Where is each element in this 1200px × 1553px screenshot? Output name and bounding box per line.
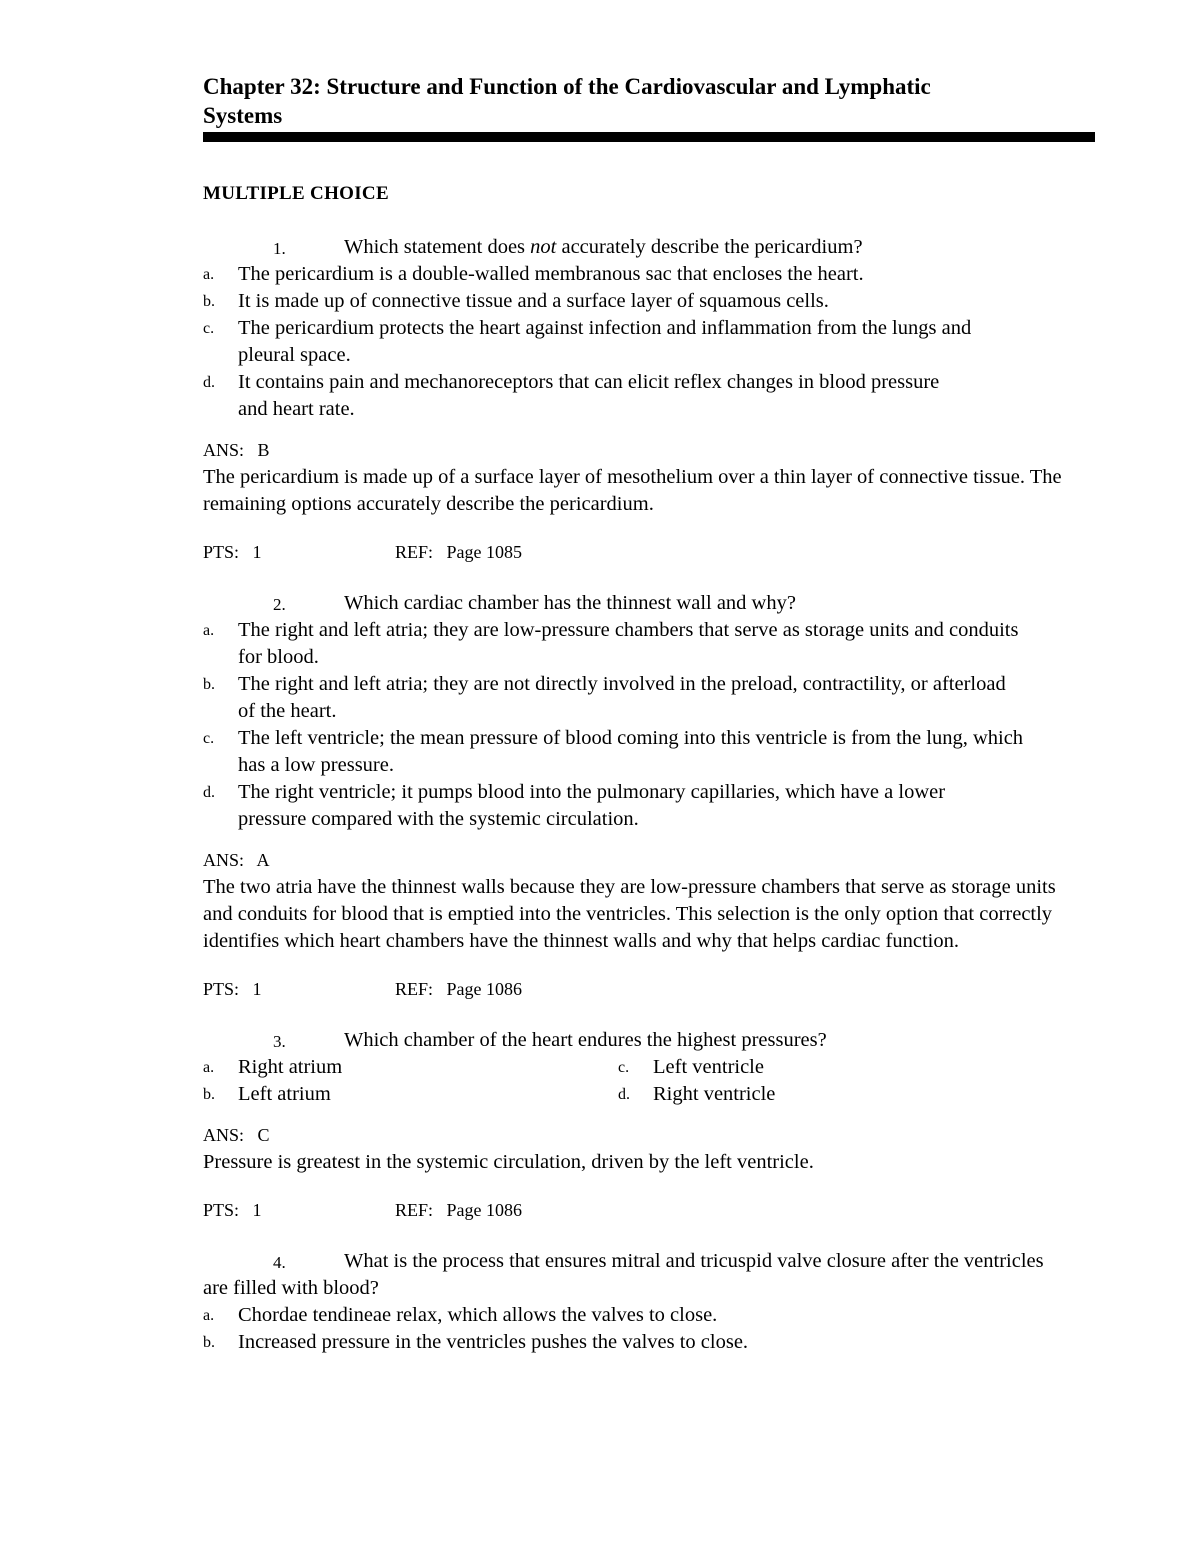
option-c <box>618 1054 1038 1081</box>
page-reference: REF: Page 1086 <box>395 1200 523 1220</box>
stem-text: Which statement does <box>344 236 531 258</box>
stem-text: Which cardiac chamber has the thinnest wall and why? <box>344 592 796 614</box>
answer-block <box>203 1122 1095 1176</box>
rationale: The two atria have the thinnest walls because they are low-pressure chambers that serve as storage units and conduits for blood that is emptied into the ventricles. This selection is the only option that correctly identifies which heart chambers have the thinnest walls and why that helps cardiac function. <box>203 876 1056 952</box>
option-text: Left ventricle <box>653 1056 764 1078</box>
points: PTS: 1 <box>203 542 262 562</box>
option-letter: b. <box>203 1334 215 1351</box>
option-letter: d. <box>618 1086 630 1103</box>
option-letter: a. <box>203 622 215 639</box>
answer-block <box>203 437 1095 518</box>
option-text: The pericardium is a double-walled membranous sac that encloses the heart. <box>238 263 864 285</box>
option-letter: d. <box>203 374 215 391</box>
option-text: The right ventricle; it pumps blood into the pulmonary capillaries, which have a lower pressure compared with the systemic circulation. <box>238 781 946 830</box>
option-text: It is made up of connective tissue and a surface layer of squamous cells. <box>238 290 829 312</box>
stem-text: Which chamber of the heart endures the highest pressures? <box>344 1029 827 1051</box>
option-c <box>203 725 1038 779</box>
option-text: Chordae tendineae relax, which allows the valves to close. <box>238 1304 718 1326</box>
question-number: 2. <box>273 595 286 614</box>
option-letter: c. <box>203 320 215 337</box>
answer-key: ANS: C <box>203 1125 270 1145</box>
option-c <box>203 315 993 369</box>
question-4 <box>203 1248 1095 1356</box>
question-1 <box>203 234 1095 564</box>
meta-line <box>203 540 1095 564</box>
question-number: 1. <box>273 239 286 258</box>
option-text: Right atrium <box>238 1056 343 1078</box>
option-d <box>618 1081 1038 1108</box>
question-2 <box>203 590 1095 1001</box>
option-a <box>203 1302 1095 1329</box>
option-text: Left atrium <box>238 1083 331 1105</box>
option-b <box>203 671 1018 725</box>
title-rule <box>203 132 1095 142</box>
answer-block <box>203 847 1095 955</box>
option-d <box>203 779 998 833</box>
option-b <box>203 1081 618 1108</box>
stem-text: What is the process that ensures mitral and tricuspid valve closure after the ventricles are filled with blood? <box>203 1250 1044 1299</box>
page-reference: REF: Page 1086 <box>395 979 523 999</box>
option-letter: b. <box>203 1086 215 1103</box>
chapter-title <box>203 72 1095 130</box>
option-text: It contains pain and mechanoreceptors that can elicit reflex changes in blood pressure and heart rate. <box>238 371 940 420</box>
points: PTS: 1 <box>203 979 262 999</box>
option-d <box>203 369 968 423</box>
question-3 <box>203 1027 1095 1222</box>
option-b <box>203 288 1095 315</box>
page-reference: REF: Page 1085 <box>395 542 523 562</box>
option-text: Increased pressure in the ventricles pushes the valves to close. <box>238 1331 749 1353</box>
question-number: 3. <box>273 1032 286 1051</box>
question-list <box>203 234 1095 1356</box>
option-text: The left ventricle; the mean pressure of blood coming into this ventricle is from the lung, which has a low pressure. <box>238 727 1024 776</box>
option-letter: b. <box>203 676 215 693</box>
question-stem <box>203 1248 1063 1302</box>
document-page <box>203 72 1095 1356</box>
option-letter: c. <box>203 730 215 747</box>
option-a <box>203 261 1095 288</box>
option-letter: d. <box>203 784 215 801</box>
options-grid <box>203 1054 1095 1108</box>
stem-text: accurately describe the pericardium? <box>556 236 863 258</box>
option-text: Right ventricle <box>653 1083 776 1105</box>
chapter-title-line-2: Systems <box>203 103 283 128</box>
points: PTS: 1 <box>203 1200 262 1220</box>
option-a <box>203 617 1028 671</box>
option-b <box>203 1329 1095 1356</box>
option-letter: b. <box>203 293 215 310</box>
option-letter: c. <box>618 1059 630 1076</box>
meta-line <box>203 1198 1095 1222</box>
chapter-title-line-1: Chapter 32: Structure and Function of the Cardiovascular and Lymphatic <box>203 74 931 99</box>
option-letter: a. <box>203 1307 215 1324</box>
question-stem <box>203 1027 1095 1054</box>
option-text: The right and left atria; they are low-pressure chambers that serve as storage units and conduits for blood. <box>238 619 1019 668</box>
section-heading: MULTIPLE CHOICE <box>203 183 389 204</box>
option-letter: a. <box>203 1059 215 1076</box>
rationale: The pericardium is made up of a surface layer of mesothelium over a thin layer of connective tissue. The remaining options accurately describe the pericardium. <box>203 466 1062 515</box>
option-a <box>203 1054 618 1081</box>
answer-key: ANS: A <box>203 850 270 870</box>
option-text: The right and left atria; they are not directly involved in the preload, contractility, or afterload of the heart. <box>238 673 1006 722</box>
option-letter: a. <box>203 266 215 283</box>
question-stem <box>203 590 1095 617</box>
rationale: Pressure is greatest in the systemic circulation, driven by the left ventricle. <box>203 1151 814 1173</box>
question-stem <box>203 234 1095 261</box>
stem-emphasis: not <box>530 236 557 258</box>
question-number: 4. <box>273 1253 286 1272</box>
answer-key: ANS: B <box>203 440 270 460</box>
option-text: The pericardium protects the heart against infection and inflammation from the lungs and pleural space. <box>238 317 972 366</box>
meta-line <box>203 977 1095 1001</box>
